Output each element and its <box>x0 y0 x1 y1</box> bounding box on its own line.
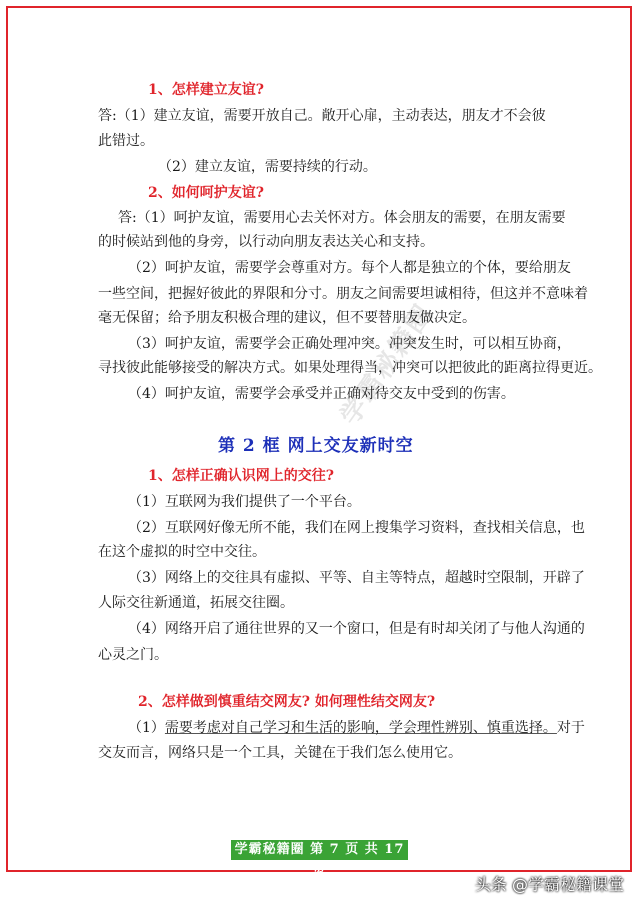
answer-line: 寻找彼此能够接受的解决方式。如果处理得当，冲突可以把彼此的距离拉得更近。 <box>98 360 602 376</box>
section-heading: 第 2 框 网上交友新时空 <box>218 436 414 456</box>
answer-line: 的时候站到他的身旁，以行动向朋友表达关心和支持。 <box>98 234 434 250</box>
page-footer: 学霸秘籍圈 第 7 页 共 17 页 <box>231 840 408 860</box>
answer-line: 此错过。 <box>98 133 154 149</box>
question-online-interaction: 1、怎样正确认识网上的交往? <box>148 468 334 484</box>
watermark: 学霸秘籍圈 <box>334 298 440 431</box>
question-build-friendship: 1、怎样建立友谊? <box>148 82 264 98</box>
answer-line: （1）互联网为我们提供了一个平台。 <box>128 494 361 510</box>
answer-line: （4）网络开启了通往世界的又一个窗口，但是有时却关闭了与他人沟通的 <box>128 621 585 637</box>
answer-line: （3）网络上的交往具有虚拟、平等、自主等特点，超越时空限制，开辟了 <box>128 570 585 586</box>
answer-line: 心灵之门。 <box>98 647 168 663</box>
question-online-friends: 2、怎样做到慎重结交网友? 如何理性结交网友? <box>138 694 436 710</box>
answer-prefix: （1） <box>128 720 165 736</box>
answer-line: 答:（1）呵护友谊，需要用心去关怀对方。体会朋友的需要，在朋友需要 <box>118 210 566 226</box>
answer-line: 一些空间，把握好彼此的界限和分寸。朋友之间需要坦诚相待，但这并不意味着 <box>98 286 588 302</box>
answer-line: （4）呵护友谊，需要学会承受并正确对待交友中受到的伤害。 <box>128 386 515 402</box>
answer-line: 在这个虚拟的时空中交往。 <box>98 544 266 560</box>
source-credit: 头条 @学霸秘籍课堂 <box>474 875 624 894</box>
answer-underlined: 需要考虑对自己学习和生活的影响，学会理性辨别、慎重选择。 <box>164 720 557 736</box>
answer-line: （3）呵护友谊，需要学会正确处理冲突。冲突发生时，可以相互协商， <box>128 336 571 352</box>
answer-line: （2）建立友谊，需要持续的行动。 <box>158 159 377 175</box>
answer-suffix: 对于 <box>556 720 585 736</box>
answer-line <box>128 718 585 738</box>
answer-line: （2）呵护友谊，需要学会尊重对方。每个人都是独立的个体，要给朋友 <box>128 260 571 276</box>
question-care-friendship: 2、如何呵护友谊? <box>148 185 264 201</box>
answer-line: 人际交往新通道，拓展交往圈。 <box>98 595 294 611</box>
answer-line: 毫无保留；给予朋友积极合理的建议，但不要替朋友做决定。 <box>98 310 476 326</box>
answer-line: （2）互联网好像无所不能，我们在网上搜集学习资料，查找相关信息，也 <box>128 520 585 536</box>
answer-line: 答:（1）建立友谊，需要开放自己。敞开心扉，主动表达，朋友才不会彼 <box>98 108 546 124</box>
answer-line: 交友而言，网络只是一个工具，关键在于我们怎么使用它。 <box>98 745 462 761</box>
